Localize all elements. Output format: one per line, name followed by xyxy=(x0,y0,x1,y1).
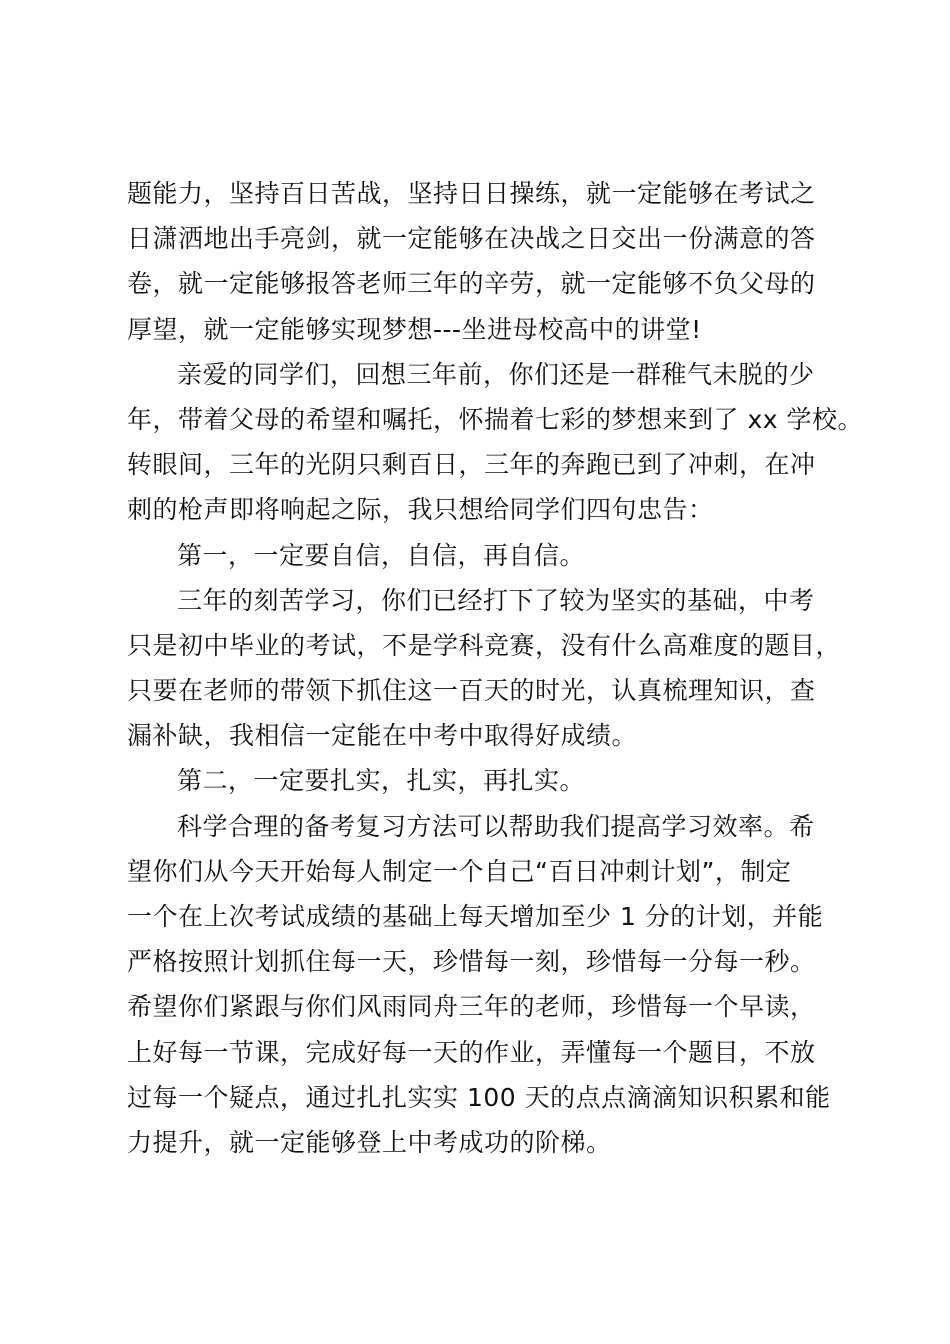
text-line: 严格按照计划抓住每一天，珍惜每一刻，珍惜每一分每一秒。 xyxy=(127,947,816,977)
paragraph-first-line: 三年的刻苦学习，你们已经打下了较为坚实的基础，中考 xyxy=(177,585,815,615)
body-text xyxy=(127,171,863,1165)
paragraph-first-line: 科学合理的备考复习方法可以帮助我们提高学习效率。希 xyxy=(177,811,815,841)
text-line: 力提升，就一定能够登上中考成功的阶梯。 xyxy=(127,1127,612,1157)
text-line: 转眼间，三年的光阴只剩百日，三年的奔跑已到了冲刺，在冲 xyxy=(127,450,816,480)
text-line: 过每一个疑点，通过扎扎实实 100 天的点点滴滴知识积累和能 xyxy=(127,1082,831,1112)
text-line: 刺的枪声即将响起之际，我只想给同学们四句忠告： xyxy=(127,495,714,525)
section-heading-second: 第二，一定要扎实，扎实，再扎实。 xyxy=(177,766,586,796)
text-line: 厚望，就一定能够实现梦想---坐进母校高中的讲堂! xyxy=(127,314,702,344)
text-line: 只要在老师的带领下抓住这一百天的时光，认真梳理知识，查 xyxy=(127,676,816,706)
text-line: 上好每一节课，完成好每一天的作业，弄懂每一个题目，不放 xyxy=(127,1037,816,1067)
text-line: 只是初中毕业的考试，不是学科竞赛，没有什么高难度的题目， xyxy=(127,630,842,660)
text-line: 希望你们紧跟与你们风雨同舟三年的老师，珍惜每一个早读， xyxy=(127,992,816,1022)
text-line: 一个在上次考试成绩的基础上每天增加至少 1 分的计划，并能 xyxy=(127,902,824,931)
text-line: 望你们从今天开始每人制定一个自己“百日冲刺计划”，制定 xyxy=(127,856,792,886)
text-line: 年，带着父母的希望和嘱托，怀揣着七彩的梦想来到了 xx 学校。 xyxy=(127,404,863,434)
section-heading-first: 第一，一定要自信，自信，再自信。 xyxy=(177,540,586,570)
text-line: 卷，就一定能够报答老师三年的辛劳，就一定能够不负父母的 xyxy=(127,269,816,299)
paragraph-first-line: 亲爱的同学们，回想三年前，你们还是一群稚气未脱的少 xyxy=(177,359,815,389)
text-line: 日潇洒地出手亮剑，就一定能够在决战之日交出一份满意的答 xyxy=(127,224,816,254)
text-line: 漏补缺，我相信一定能在中考中取得好成绩。 xyxy=(127,721,638,751)
text-line: 题能力，坚持百日苦战，坚持日日操练，就一定能够在考试之 xyxy=(127,179,816,208)
